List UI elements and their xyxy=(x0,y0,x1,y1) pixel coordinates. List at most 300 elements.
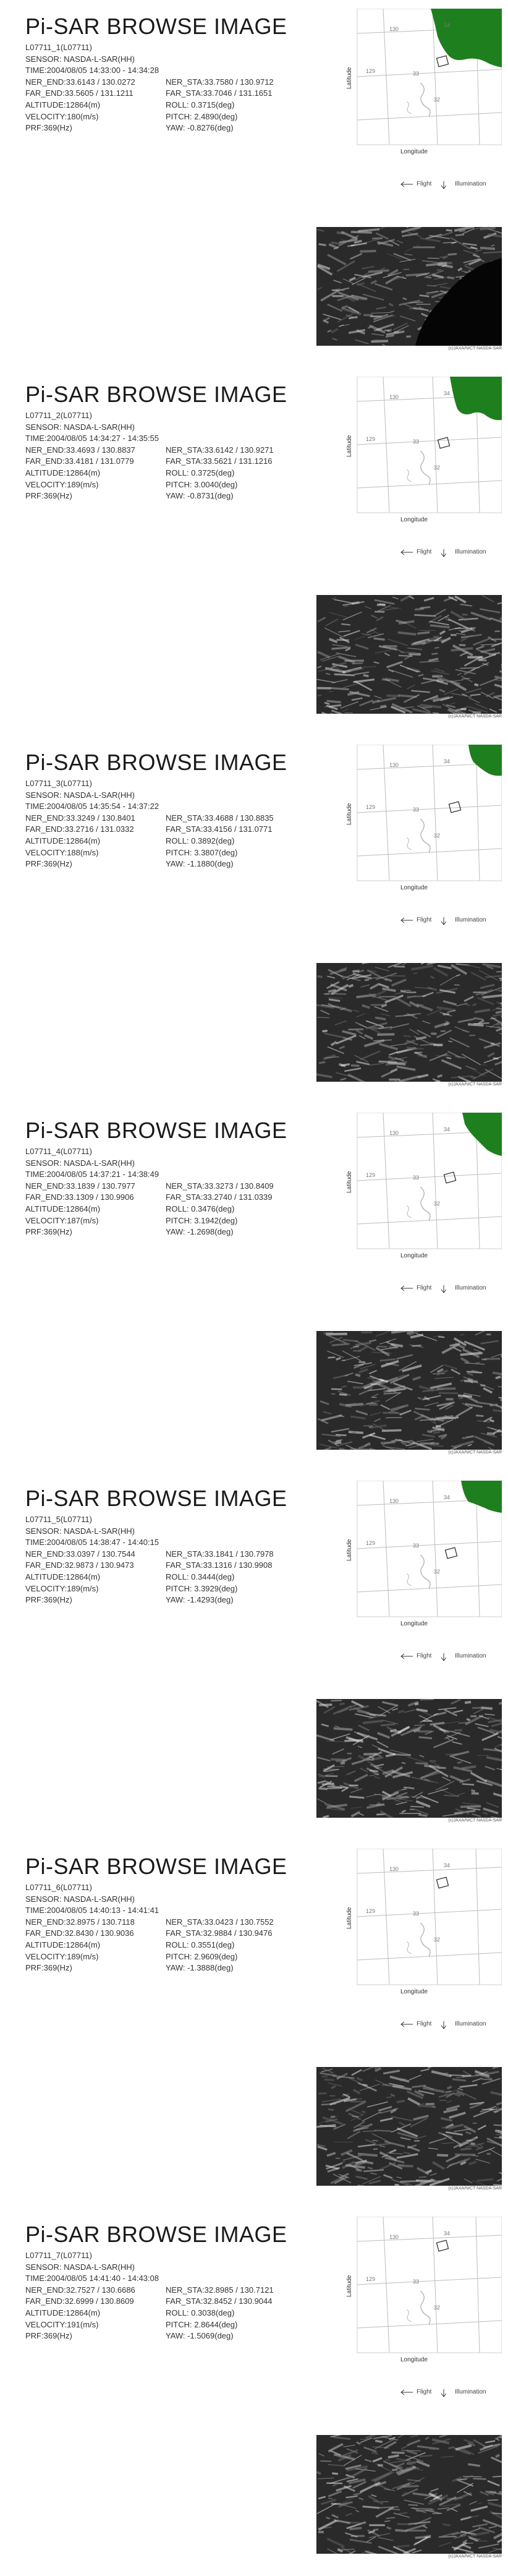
copyright-credit: (c)JAXA/NICT NASDA-SAR xyxy=(448,2554,502,2559)
sar-texture-stroke xyxy=(466,2140,473,2141)
lat-label: 34 xyxy=(444,1862,451,1868)
sar-texture-stroke xyxy=(406,335,411,338)
sar-image-container xyxy=(316,963,502,1082)
roll: ROLL: 0.3892(deg) xyxy=(166,836,235,845)
near-end: NER_END:33.3249 / 130.8401 xyxy=(25,813,135,823)
yaw: YAW: -1.3888(deg) xyxy=(166,1963,234,1973)
param-row xyxy=(25,2285,274,2296)
sar-texture-stroke xyxy=(489,1404,497,1406)
coverage-map-container xyxy=(328,9,502,156)
flight-arrow-icon xyxy=(400,2021,413,2028)
param-row xyxy=(25,2330,274,2342)
lat-label: 32 xyxy=(434,1568,441,1575)
sar-texture-stroke xyxy=(420,1442,439,1445)
lat-label: 32 xyxy=(434,2304,441,2311)
sar-texture-stroke xyxy=(443,1013,449,1015)
entry-title: Pi-SAR BROWSE IMAGE xyxy=(25,1118,287,1143)
flight-label: Flight xyxy=(417,1285,432,1291)
sar-image-container xyxy=(316,595,502,714)
sar-texture-stroke xyxy=(321,2076,328,2077)
param-row xyxy=(25,1951,274,1963)
far-end: FAR_END:33.2716 / 131.0332 xyxy=(25,824,134,834)
illumination-label: Illumination xyxy=(455,917,486,923)
browse-entry xyxy=(0,1840,508,2208)
param-row xyxy=(25,468,274,479)
pitch: PITCH: 3.3807(deg) xyxy=(166,847,238,857)
flight-label: Flight xyxy=(417,917,432,923)
y-axis-label: Latitude xyxy=(346,435,353,457)
illumination-label: Illumination xyxy=(455,2021,486,2027)
param-row xyxy=(25,1962,274,1974)
sar-texture-stroke xyxy=(386,695,400,697)
lat-label: 32 xyxy=(434,1936,441,1943)
pitch: PITCH: 3.1942(deg) xyxy=(166,1215,238,1225)
lat-label: 34 xyxy=(444,390,451,396)
lat-label: 32 xyxy=(434,96,441,103)
parameter-block xyxy=(25,42,274,134)
lon-label: 129 xyxy=(366,1172,376,1178)
direction-legend xyxy=(396,2019,495,2032)
scene-id: L07711_1(L07711) xyxy=(25,43,92,52)
illumination-arrow-icon xyxy=(439,2389,448,2397)
sar-texture-stroke xyxy=(349,1785,358,1787)
param-row xyxy=(25,456,274,468)
browse-entry xyxy=(0,0,508,368)
pitch: PITCH: 2.9609(deg) xyxy=(166,1951,238,1961)
altitude: ALTITUDE:12864(m) xyxy=(25,1204,101,1213)
sar-browse-image xyxy=(316,227,502,346)
copyright-credit: (c)JAXA/NICT NASDA-SAR xyxy=(448,1082,502,1087)
y-axis-label: Latitude xyxy=(346,803,353,825)
sar-texture-stroke xyxy=(413,246,434,248)
sensor-info: SENSOR: NASDA-L-SAR(HH) xyxy=(25,2262,135,2272)
prf: PRF:369(Hz) xyxy=(25,1963,72,1973)
direction-legend xyxy=(396,547,495,560)
sar-texture-stroke xyxy=(437,269,442,272)
flight-arrow-icon xyxy=(400,2389,413,2396)
param-row xyxy=(25,77,274,88)
param-row xyxy=(25,2308,274,2319)
sar-texture-stroke xyxy=(470,1715,476,1717)
param-row xyxy=(25,111,274,123)
browse-entry xyxy=(0,2208,508,2576)
sar-texture-stroke xyxy=(434,1044,443,1046)
near-start: NER_STA:33.7580 / 130.9712 xyxy=(166,77,274,87)
coverage-map xyxy=(328,377,502,524)
entry-title: Pi-SAR BROWSE IMAGE xyxy=(25,14,287,39)
pitch: PITCH: 3.0040(deg) xyxy=(166,479,238,489)
time-info: TIME:2004/08/05 14:37:21 - 14:38:49 xyxy=(25,1170,159,1179)
param-row xyxy=(25,858,274,870)
parameter-block xyxy=(25,1882,274,1974)
sar-texture-stroke xyxy=(363,1753,377,1755)
far-start: FAR_STA:33.2740 / 131.0339 xyxy=(166,1192,273,1202)
lon-label: 130 xyxy=(389,1130,399,1136)
sar-texture-stroke xyxy=(332,295,344,297)
flight-arrow-icon xyxy=(400,181,413,188)
yaw: YAW: -1.4293(deg) xyxy=(166,1595,234,1605)
sar-texture-stroke xyxy=(405,2530,426,2531)
sar-texture-stroke xyxy=(441,1030,446,1032)
entry-title: Pi-SAR BROWSE IMAGE xyxy=(25,1486,287,1511)
roll: ROLL: 0.3715(deg) xyxy=(166,100,235,109)
near-end: NER_END:33.6143 / 130.0272 xyxy=(25,77,135,87)
parameter-block xyxy=(25,1514,274,1606)
coverage-map xyxy=(328,9,502,156)
param-row xyxy=(25,100,274,111)
flight-label: Flight xyxy=(417,549,432,555)
coverage-map-container xyxy=(328,1113,502,1260)
param-row xyxy=(25,445,274,456)
near-start: NER_STA:32.8985 / 130.7121 xyxy=(166,2285,274,2295)
param-row xyxy=(25,1594,274,1606)
entry-title: Pi-SAR BROWSE IMAGE xyxy=(25,750,287,775)
lat-label: 34 xyxy=(444,1494,451,1500)
roll: ROLL: 0.3444(deg) xyxy=(166,1572,235,1581)
illumination-label: Illumination xyxy=(455,549,486,555)
sar-image-background xyxy=(316,963,502,1082)
lon-label: 129 xyxy=(366,2276,376,2282)
prf: PRF:369(Hz) xyxy=(25,1227,72,1237)
sar-image-container xyxy=(316,1699,502,1818)
param-row xyxy=(25,1928,274,1940)
flight-arrow-icon xyxy=(400,917,413,924)
flight-arrow-icon xyxy=(400,1653,413,1660)
lon-label: 130 xyxy=(389,1498,399,1504)
lat-label: 34 xyxy=(444,1126,451,1132)
x-axis-label: Longitude xyxy=(400,884,428,891)
sensor-info: SENSOR: NASDA-L-SAR(HH) xyxy=(25,422,135,432)
lon-label: 130 xyxy=(389,394,399,400)
illumination-label: Illumination xyxy=(455,1653,486,1659)
param-row xyxy=(25,824,274,836)
near-start: NER_STA:33.3273 / 130.8409 xyxy=(166,1181,274,1191)
sar-texture-stroke xyxy=(324,993,329,995)
velocity: VELOCITY:191(m/s) xyxy=(25,2319,99,2329)
near-end: NER_END:33.4693 / 130.8837 xyxy=(25,445,135,455)
roll: ROLL: 0.3038(deg) xyxy=(166,2308,235,2317)
yaw: YAW: -0.8276(deg) xyxy=(166,123,234,133)
sar-image-container xyxy=(316,227,502,346)
velocity: VELOCITY:189(m/s) xyxy=(25,479,99,489)
sar-texture-stroke xyxy=(451,634,457,636)
far-end: FAR_END:33.1309 / 130.9906 xyxy=(25,1192,134,1202)
illumination-arrow-icon xyxy=(439,549,448,557)
lat-label: 33 xyxy=(413,1911,420,1917)
sar-texture-stroke xyxy=(378,2464,383,2467)
time-info: TIME:2004/08/05 14:41:40 - 14:43:08 xyxy=(25,2274,159,2283)
sar-texture-stroke xyxy=(399,1813,421,1814)
param-row xyxy=(25,1917,274,1928)
sar-texture-stroke xyxy=(353,1346,359,1347)
entry-title: Pi-SAR BROWSE IMAGE xyxy=(25,2222,287,2247)
copyright-credit: (c)JAXA/NICT NASDA-SAR xyxy=(448,1818,502,1823)
far-end: FAR_END:32.6999 / 130.8609 xyxy=(25,2296,134,2306)
velocity: VELOCITY:188(m/s) xyxy=(25,847,99,857)
sar-texture-stroke xyxy=(472,1792,479,1795)
map-frame xyxy=(357,2217,502,2353)
direction-legend xyxy=(396,1651,495,1664)
y-axis-label: Latitude xyxy=(346,67,353,89)
lon-label: 130 xyxy=(389,762,399,768)
param-row xyxy=(25,847,274,859)
param-row xyxy=(25,1572,274,1583)
lat-label: 34 xyxy=(444,22,451,28)
direction-legend xyxy=(396,2387,495,2400)
velocity: VELOCITY:180(m/s) xyxy=(25,111,99,121)
browse-entry xyxy=(0,1472,508,1840)
coverage-map-container xyxy=(328,377,502,524)
sar-texture-stroke xyxy=(361,1331,372,1333)
y-axis-label: Latitude xyxy=(346,1171,353,1193)
sensor-info: SENSOR: NASDA-L-SAR(HH) xyxy=(25,1158,135,1168)
sensor-info: SENSOR: NASDA-L-SAR(HH) xyxy=(25,1526,135,1536)
yaw: YAW: -1.5069(deg) xyxy=(166,2331,234,2341)
sar-texture-stroke xyxy=(349,1029,364,1030)
lat-label: 33 xyxy=(413,71,420,77)
sar-browse-image xyxy=(316,1699,502,1818)
coverage-map xyxy=(328,1113,502,1260)
sar-texture-stroke xyxy=(486,1333,491,1335)
browse-entry xyxy=(0,736,508,1104)
sar-image-container xyxy=(316,2435,502,2554)
parameter-block xyxy=(25,778,274,870)
sar-texture-stroke xyxy=(345,712,353,714)
direction-legend xyxy=(396,915,495,928)
sar-texture-stroke xyxy=(369,2524,384,2526)
illumination-arrow-icon xyxy=(439,1653,448,1661)
direction-legend xyxy=(396,1283,495,1296)
coverage-map xyxy=(328,1481,502,1628)
lat-label: 33 xyxy=(413,1543,420,1549)
coverage-map xyxy=(328,2217,502,2364)
far-start: FAR_STA:32.9884 / 130.9476 xyxy=(166,1928,273,1938)
sar-texture-stroke xyxy=(491,1043,495,1045)
illumination-label: Illumination xyxy=(455,1285,486,1291)
far-end: FAR_END:32.9873 / 130.9473 xyxy=(25,1560,134,1570)
param-row xyxy=(25,88,274,100)
prf: PRF:369(Hz) xyxy=(25,2331,72,2341)
sar-browse-image xyxy=(316,2435,502,2554)
coverage-map xyxy=(328,1849,502,1996)
flight-arrow-icon xyxy=(400,549,413,556)
param-row xyxy=(25,1549,274,1560)
scene-id: L07711_7(L07711) xyxy=(25,2251,92,2260)
x-axis-label: Longitude xyxy=(400,1252,428,1259)
yaw: YAW: -0.8731(deg) xyxy=(166,491,234,501)
far-start: FAR_STA:33.1316 / 130.9908 xyxy=(166,1560,273,1570)
x-axis-label: Longitude xyxy=(400,516,428,523)
lon-label: 130 xyxy=(389,1866,399,1872)
param-row xyxy=(25,2319,274,2331)
sar-texture-stroke xyxy=(320,2460,331,2462)
sar-texture-stroke xyxy=(416,304,431,305)
coverage-map-container xyxy=(328,1849,502,1996)
sar-browse-image xyxy=(316,1331,502,1450)
prf: PRF:369(Hz) xyxy=(25,491,72,501)
sar-texture-stroke xyxy=(397,2523,409,2525)
far-start: FAR_STA:33.4156 / 131.0771 xyxy=(166,824,273,834)
param-row xyxy=(25,479,274,491)
pitch: PITCH: 2.8644(deg) xyxy=(166,2319,238,2329)
sar-texture-stroke xyxy=(472,1707,487,1709)
time-info: TIME:2004/08/05 14:35:54 - 14:37:22 xyxy=(25,802,159,811)
flight-label: Flight xyxy=(417,1653,432,1659)
altitude: ALTITUDE:12864(m) xyxy=(25,1940,101,1949)
near-end: NER_END:33.1839 / 130.7977 xyxy=(25,1181,135,1191)
far-end: FAR_END:33.5605 / 131.1211 xyxy=(25,88,133,98)
param-row xyxy=(25,1940,274,1951)
coverage-map-container xyxy=(328,745,502,892)
flight-arrow-icon xyxy=(400,1285,413,1292)
copyright-credit: (c)JAXA/NICT NASDA-SAR xyxy=(448,346,502,351)
far-start: FAR_STA:33.7046 / 131.1651 xyxy=(166,88,273,98)
param-row xyxy=(25,1181,274,1192)
lon-label: 129 xyxy=(366,804,376,810)
parameter-block xyxy=(25,410,274,502)
sar-texture-stroke xyxy=(389,975,405,977)
near-start: NER_STA:33.4688 / 130.8835 xyxy=(166,813,274,823)
x-axis-label: Longitude xyxy=(400,2356,428,2363)
sar-texture-stroke xyxy=(467,656,483,659)
lat-label: 33 xyxy=(413,439,420,445)
param-row xyxy=(25,1560,274,1572)
browse-entry xyxy=(0,368,508,736)
coverage-map-container xyxy=(328,1481,502,1628)
param-row xyxy=(25,1204,274,1215)
direction-legend xyxy=(396,179,495,192)
lat-label: 34 xyxy=(444,758,451,764)
browse-entry xyxy=(0,1104,508,1472)
altitude: ALTITUDE:12864(m) xyxy=(25,836,101,845)
x-axis-label: Longitude xyxy=(400,1988,428,1995)
lat-label: 32 xyxy=(434,832,441,839)
param-row xyxy=(25,1192,274,1204)
velocity: VELOCITY:189(m/s) xyxy=(25,1583,99,1593)
sar-texture-stroke xyxy=(389,1079,400,1081)
sar-texture-stroke xyxy=(351,1064,360,1067)
sar-texture-stroke xyxy=(360,2439,367,2440)
sar-texture-stroke xyxy=(345,660,365,662)
param-row xyxy=(25,1215,274,1227)
altitude: ALTITUDE:12864(m) xyxy=(25,100,101,109)
sar-texture-stroke xyxy=(377,1033,394,1035)
sar-browse-image xyxy=(316,2067,502,2186)
sar-texture-stroke xyxy=(478,659,486,661)
sar-texture-stroke xyxy=(455,2154,475,2156)
prf: PRF:369(Hz) xyxy=(25,123,72,133)
entry-title: Pi-SAR BROWSE IMAGE xyxy=(25,1854,287,1879)
velocity: VELOCITY:187(m/s) xyxy=(25,1215,99,1225)
sar-texture-stroke xyxy=(363,1425,372,1427)
lat-label: 33 xyxy=(413,807,420,813)
sar-texture-stroke xyxy=(414,2140,420,2142)
sar-texture-stroke xyxy=(455,1729,462,1732)
prf: PRF:369(Hz) xyxy=(25,859,72,869)
lat-label: 32 xyxy=(434,1200,441,1207)
sar-texture-stroke xyxy=(347,1753,352,1754)
lat-label: 33 xyxy=(413,2279,420,2285)
param-row xyxy=(25,836,274,847)
lon-label: 130 xyxy=(389,2234,399,2240)
lat-label: 32 xyxy=(434,464,441,471)
scene-id: L07711_5(L07711) xyxy=(25,1515,92,1524)
near-end: NER_END:33.0397 / 130.7544 xyxy=(25,1549,135,1559)
parameter-block xyxy=(25,1146,274,1238)
far-start: FAR_STA:32.8452 / 130.9044 xyxy=(166,2296,273,2306)
copyright-credit: (c)JAXA/NICT NASDA-SAR xyxy=(448,2186,502,2191)
altitude: ALTITUDE:12864(m) xyxy=(25,468,101,477)
scene-id: L07711_3(L07711) xyxy=(25,779,92,788)
sar-texture-stroke xyxy=(381,2501,389,2502)
sensor-info: SENSOR: NASDA-L-SAR(HH) xyxy=(25,790,135,800)
sar-texture-stroke xyxy=(371,1004,387,1006)
scene-id: L07711_2(L07711) xyxy=(25,411,92,420)
lat-label: 33 xyxy=(413,1175,420,1181)
x-axis-label: Longitude xyxy=(400,148,428,155)
sar-texture-stroke xyxy=(487,2153,491,2155)
sar-texture-stroke xyxy=(426,2103,434,2105)
illumination-arrow-icon xyxy=(439,1285,448,1293)
scene-id: L07711_6(L07711) xyxy=(25,1883,92,1892)
yaw: YAW: -1.1880(deg) xyxy=(166,859,234,869)
far-end: FAR_END:33.4181 / 131.0779 xyxy=(25,456,134,466)
lon-label: 129 xyxy=(366,436,376,442)
sar-texture-stroke xyxy=(437,2154,448,2157)
sar-texture-stroke xyxy=(329,2095,335,2097)
param-row xyxy=(25,122,274,134)
illumination-arrow-icon xyxy=(439,2021,448,2029)
lon-label: 129 xyxy=(366,1908,376,1914)
sar-image-container xyxy=(316,1331,502,1450)
sar-texture-stroke xyxy=(406,991,416,993)
param-row xyxy=(25,1226,274,1238)
near-start: NER_STA:33.6142 / 130.9271 xyxy=(166,445,274,455)
sar-texture-stroke xyxy=(419,630,436,631)
y-axis-label: Latitude xyxy=(346,1907,353,1929)
illumination-label: Illumination xyxy=(455,181,486,187)
sar-texture-stroke xyxy=(494,631,500,632)
near-end: NER_END:32.8975 / 130.7118 xyxy=(25,1917,135,1927)
param-row xyxy=(25,813,274,824)
map-frame xyxy=(357,1849,502,1985)
near-end: NER_END:32.7527 / 130.6686 xyxy=(25,2285,135,2295)
sar-browse-image xyxy=(316,595,502,714)
copyright-credit: (c)JAXA/NICT NASDA-SAR xyxy=(448,1450,502,1455)
y-axis-label: Latitude xyxy=(346,2275,353,2297)
coverage-map-container xyxy=(328,2217,502,2364)
sar-texture-stroke xyxy=(404,269,410,270)
sar-texture-stroke xyxy=(418,1731,432,1733)
illumination-arrow-icon xyxy=(439,917,448,925)
sar-texture-stroke xyxy=(317,687,331,690)
sensor-info: SENSOR: NASDA-L-SAR(HH) xyxy=(25,1894,135,1904)
illumination-label: Illumination xyxy=(455,2389,486,2395)
lon-label: 130 xyxy=(389,26,399,32)
time-info: TIME:2004/08/05 14:34:27 - 14:35:55 xyxy=(25,434,159,443)
sar-texture-stroke xyxy=(318,2531,324,2533)
flight-label: Flight xyxy=(417,181,432,187)
copyright-credit: (c)JAXA/NICT NASDA-SAR xyxy=(448,714,502,719)
time-info: TIME:2004/08/05 14:33:00 - 14:34:28 xyxy=(25,66,159,75)
near-start: NER_STA:33.1841 / 130.7978 xyxy=(166,1549,274,1559)
pitch: PITCH: 3.3929(deg) xyxy=(166,1583,238,1593)
flight-label: Flight xyxy=(417,2389,432,2395)
x-axis-label: Longitude xyxy=(400,1620,428,1627)
sar-texture-stroke xyxy=(438,1767,446,1769)
illumination-arrow-icon xyxy=(439,181,448,189)
pitch: PITCH: 2.4890(deg) xyxy=(166,111,238,121)
